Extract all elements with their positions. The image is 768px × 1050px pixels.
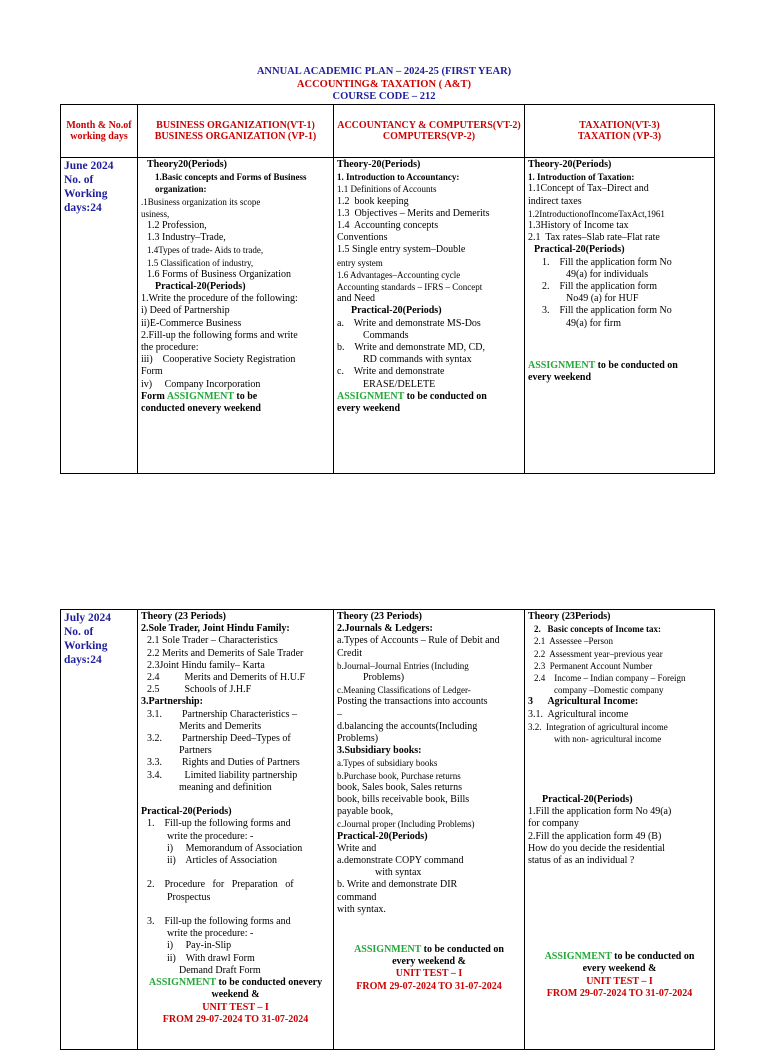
content-line: 2.1 Tax rates–Slab rate–Flat rate — [528, 232, 660, 244]
month-line: days:24 — [64, 202, 102, 214]
content-line: c.Journal proper (Including Problems) — [337, 819, 475, 830]
content-line: ii)E-Commerce Business — [141, 317, 242, 329]
content-line: ERASE/DELETE — [363, 378, 436, 390]
content-line: Conventions — [337, 232, 388, 244]
bo-header: BUSINESS ORGANIZATION(VT-1) BUSINESS ORGANIZATION (VP-1) — [138, 105, 334, 158]
header-row — [61, 105, 715, 158]
content-line: 3.Partnership: — [141, 696, 203, 708]
month-line: No. of — [64, 174, 94, 186]
content-line: Posting the transactions into accounts — [337, 696, 488, 708]
content-line: Problems) — [363, 672, 405, 684]
content-line: 1. Fill the application form No — [542, 256, 672, 268]
july-month-cell — [61, 610, 138, 1050]
subject-title: ACCOUNTING& TAXATION ( A&T) — [296, 78, 472, 90]
content-line: write the procedure: - — [167, 928, 254, 940]
month-line: days:24 — [64, 654, 102, 666]
july-row — [61, 610, 715, 1050]
content-line: 3.2. Partnership Deed–Types of — [147, 733, 291, 745]
content-line: 49(a) for firm — [566, 317, 621, 329]
assignment-label: ASSIGNMENT — [337, 390, 405, 402]
content-line: 1.3 Objectives – Merits and Demerits — [337, 207, 490, 219]
content-line — [528, 745, 711, 757]
content-line: command — [337, 891, 377, 903]
content-line: 1.Fill the application form No 49(a) — [528, 806, 672, 818]
plan-title: ANNUAL ACADEMIC PLAN – 2024-25 (FIRST YEAR) — [256, 66, 512, 77]
content-line: organization: — [155, 184, 207, 195]
content-line: 1.2 Profession, — [147, 220, 207, 232]
content-line: How do you decide the residential — [528, 842, 665, 854]
content-line: i) Pay-in-Slip — [167, 940, 232, 952]
content-line: 3.4. Limited liability partnership — [147, 769, 298, 781]
content-line: with syntax. — [337, 903, 386, 915]
content-line: Theory (23 Periods) — [337, 611, 422, 622]
content-line: payable book, — [337, 806, 394, 818]
content-line: 1. Fill-up the following forms and — [147, 818, 291, 830]
july-tx-cell: Theory (23Periods) 2. Basic concepts of Income tax: 2.1 Assessee –Person 2.2 Assessment year–previous year 2.3 Permanent Account Number 2.4 Income – Indian company – Foreign company –Domestic company 3 Agricultural Income: 3.1. Agricultural income 3.2. Integration of agricultural income with non- agricultural income Practical-20(Periods) 1.Fill the application form No 49(a) for company 2.Fill the application form 49 (B) How do you decide the residential status of as an individual ? ASSIGNMENT to be conducted on every weekend & UNIT TEST – I FROM 29-07-2024 TO 31-07-2024 — [525, 610, 715, 1050]
content-line: 2. Procedure for Preparation of — [147, 879, 294, 891]
content-line: 1.2IntroductionofIncomeTaxAct,1961 — [528, 208, 665, 219]
content-line: 3 Agricultural Income: — [528, 696, 639, 708]
content-line: b.Journal–Journal Entries (Including — [337, 660, 469, 671]
content-line: with non- agricultural income — [554, 734, 662, 745]
content-line: Theory-20(Periods) — [528, 159, 612, 170]
content-line: 3.1. Partnership Characteristics – — [147, 708, 297, 720]
content-line: usiness, — [141, 208, 170, 219]
content-line: 2.4 Merits and Demerits of H.U.F — [147, 672, 306, 684]
content-line: and Need — [337, 293, 376, 305]
content-line: Theory-20(Periods) — [337, 159, 421, 170]
content-line: 2.Fill-up the following forms and write — [141, 329, 298, 341]
month-line: June 2024 — [64, 160, 114, 172]
content-line: 1.5 Classification of industry, — [147, 257, 254, 268]
content-line: 2.1 Sole Trader – Characteristics — [147, 635, 278, 647]
content-line: RD commands with syntax — [363, 354, 472, 366]
content-line: 3.3. Rights and Duties of Partners — [147, 757, 300, 769]
june-tx-cell: Theory-20(Periods) 1. Introduction of Taxation: 1.1Concept of Tax–Direct and indirect taxes 1.2IntroductionofIncomeTaxAct,1961 1.3History of Income tax 2.1 Tax rates–Slab rate–Flat rate Practical-20(Periods) 1. Fill the application form No 49(a) for individuals 2. Fill the application form No49 (a) for HUF 3. Fill the application form No 49(a) for firm ASSIGNMENT to be conducted on every weekend — [525, 158, 715, 474]
content-line: a.demonstrate COPY command — [337, 855, 464, 867]
content-line: with syntax — [375, 867, 422, 879]
content-line: for company — [528, 818, 579, 830]
assignment-label: ASSIGNMENT — [166, 390, 234, 402]
june-row — [61, 158, 715, 474]
content-line: 1.1Concept of Tax–Direct and — [528, 183, 649, 195]
content-line: book, Sales book, Sales returns — [337, 781, 462, 793]
content-line: write the procedure: - — [167, 830, 254, 842]
content-line: company –Domestic company — [554, 685, 664, 696]
july-ac-cell: Theory (23 Periods) 2.Journals & Ledgers: a.Types of Accounts – Rule of Debit and Credit b.Journal–Journal Entries (Including Problems) c.Meaning Classifications of Ledger- Posting the transactions into accounts – d.balancing the accounts(Including Problems) 3.Subsidiary books: a.Types of subsidiary books b.Purchase book, Purchase returns book, Sales book, Sales returns book, bills receivable book, Bills payable book, c.Journal proper (Including Problems) Practical-20(Periods) Write and a.demonstrate COPY command with syntax b. Write and demonstrate DIR command with syntax. ASSIGNMENT to be conducted on every weekend & UNIT TEST – I FROM 29-07-2024 TO 31-07-2024 — [334, 610, 525, 1050]
content-line: 1.1 Definitions of Accounts — [337, 184, 437, 195]
content-line: 1. Introduction of Taxation: — [528, 172, 635, 183]
content-line: 2.3 Permanent Account Number — [534, 660, 653, 671]
content-line: 1. Introduction to Accountancy: — [337, 172, 460, 183]
content-line: 1.6 Forms of Business Organization — [147, 268, 291, 280]
content-line: 1.4Types of trade- Aids to trade, — [147, 245, 264, 256]
content-line: 2.Fill the application form 49 (B) — [528, 830, 662, 842]
content-line: .1Business organization its scope — [141, 196, 261, 207]
content-line: 2.2 Merits and Demerits of Sale Trader — [147, 647, 304, 659]
content-line — [141, 794, 330, 806]
june-month-cell — [61, 158, 138, 474]
content-line: – — [337, 708, 342, 720]
content-line: 3. Fill the application form No — [542, 305, 672, 317]
content-line: Practical-20(Periods) — [337, 830, 428, 842]
content-line: Theory20(Periods) — [147, 159, 227, 170]
content-line: 2.1 Assessee –Person — [534, 636, 613, 647]
content-line: 3. Fill-up the following forms and — [147, 916, 291, 928]
assignment-label: ASSIGNMENT — [354, 944, 422, 956]
content-line: 1.Basic concepts and Forms of Business — [155, 172, 307, 183]
content-line: indirect taxes — [528, 195, 582, 207]
content-line: 3.Subsidiary books: — [337, 745, 422, 757]
july-plan-table — [60, 609, 715, 1050]
content-line: 2.Sole Trader, Joint Hindu Family: — [141, 623, 290, 635]
month-line: July 2024 — [64, 612, 111, 624]
content-line — [528, 782, 711, 794]
content-line: Practical-20(Periods) — [141, 806, 232, 818]
july-bo-cell: Theory (23 Periods) 2.Sole Trader, Joint Hindu Family: 2.1 Sole Trader – Characteristics 2.2 Merits and Demerits of Sale Trader 2.3Joint Hindu family– Karta 2.4 Merits and Demerits of H.U.F 2.5 Schools of J.H.F 3.Partnership: 3.1. Partnership Characteristics – Merits and Demerits 3.2. Partnership Deed–Types of Partners 3.3. Rights and Duties of Partners 3.4. Limited liability partnership meaning and definition Practical-20(Periods) 1. Fill-up the following forms and write the procedure: - i) Memorandum of Association ii) Articles of Association 2. Procedure for Preparation of Prospectus 3. Fill-up the following forms and write the procedure: - i) Pay-in-Slip ii) With drawl Form Demand Draft Form ASSIGNMENT to be conducted onevery weekend & UNIT TEST – I FROM 29-07-2024 TO 31-07-2024 — [138, 610, 334, 1050]
content-line: meaning and definition — [179, 781, 272, 793]
assignment-label: ASSIGNMENT — [544, 951, 612, 963]
tx-header: TAXATION(VT-3) TAXATION (VP-3) — [525, 105, 715, 158]
content-line: status of as an individual ? — [528, 855, 635, 867]
content-line: c.Meaning Classifications of Ledger- — [337, 685, 471, 696]
content-line: Merits and Demerits — [179, 720, 262, 732]
content-line — [141, 867, 330, 879]
content-line: Demand Draft Form — [179, 964, 261, 976]
month-line: Working — [64, 188, 108, 200]
content-line: 2.5 Schools of J.H.F — [147, 684, 252, 696]
content-line: c. Write and demonstrate — [337, 366, 445, 378]
content-line: Partners — [179, 745, 212, 757]
month-header: Month & No.of working days — [61, 105, 138, 158]
content-line: i) Memorandum of Association — [167, 842, 303, 854]
content-line: 1.6 Advantages–Accounting cycle — [337, 269, 461, 280]
content-line: Problems) — [337, 733, 379, 745]
content-line: 1.3History of Income tax — [528, 220, 629, 232]
content-line: ii) Articles of Association — [167, 855, 277, 867]
content-line: Practical-20(Periods) — [155, 281, 246, 293]
content-line: a.Types of Accounts – Rule of Debit and — [337, 635, 500, 647]
content-line: No49 (a) for HUF — [566, 293, 639, 305]
content-line: 2.3Joint Hindu family– Karta — [147, 659, 265, 671]
content-line: Commands — [363, 329, 409, 341]
content-line: 1.2 book keeping — [337, 195, 409, 207]
content-line: b. Write and demonstrate MD, CD, — [337, 342, 485, 354]
content-line: b.Purchase book, Purchase returns — [337, 770, 461, 781]
month-line: No. of — [64, 626, 94, 638]
content-line: 3.2. Integration of agricultural income — [528, 721, 668, 732]
content-line: a.Types of subsidiary books — [337, 758, 438, 769]
content-line: 2.4 Income – Indian company – Foreign — [534, 673, 686, 684]
content-line: Theory (23Periods) — [528, 611, 611, 622]
content-line: 1.Write the procedure of the following: — [141, 293, 298, 305]
content-line: iii) Cooperative Society Registration — [141, 354, 296, 366]
content-line: 2.Journals & Ledgers: — [337, 623, 433, 635]
course-code: COURSE CODE – 212 — [332, 91, 436, 102]
content-line: d.balancing the accounts(Including — [337, 720, 478, 732]
content-line: 2. Fill the application form — [542, 281, 657, 293]
june-bo-cell: Theory20(Periods) 1.Basic concepts and Forms of Business organization: .1Business organization its scope usiness, 1.2 Profession, 1.3 Industry–Trade, 1.4Types of trade- Aids to trade, 1.5 Classification of industry, 1.6 Forms of Business Organization Practical-20(Periods) 1.Write the procedure of the following: i) Deed of Partnership ii)E-Commerce Business 2.Fill-up the following forms and write the procedure: iii) Cooperative Society Registration Form iv) Company Incorporation Form ASSIGNMENT to be conducted onevery weekend — [138, 158, 334, 474]
document-header — [0, 66, 768, 104]
content-line: Accounting standards – IFRS – Concept — [337, 282, 483, 293]
assignment-label: ASSIGNMENT — [148, 977, 216, 989]
content-line: Theory (23 Periods) — [141, 611, 226, 622]
content-line: 1.5 Single entry system–Double — [337, 244, 466, 256]
content-line: iv) Company Incorporation — [141, 378, 261, 390]
content-line: 1.4 Accounting concepts — [337, 220, 439, 232]
content-line: a. Write and demonstrate MS-Dos — [337, 317, 481, 329]
month-line: Working — [64, 640, 108, 652]
content-line: Form — [141, 366, 163, 378]
assignment-label: ASSIGNMENT — [528, 359, 596, 371]
content-line: Practical-20(Periods) — [351, 305, 442, 317]
content-line: entry system — [337, 257, 383, 268]
content-line: ii) With drawl Form — [167, 952, 255, 964]
content-line: 1.3 Industry–Trade, — [147, 232, 226, 244]
content-line: book, bills receivable book, Bills — [337, 794, 470, 806]
content-line: Credit — [337, 647, 362, 659]
ac-header: ACCOUNTANCY & COMPUTERS(VT-2) COMPUTERS(VP-2) — [334, 105, 525, 158]
june-ac-cell: Theory-20(Periods) 1. Introduction to Accountancy: 1.1 Definitions of Accounts 1.2 book keeping 1.3 Objectives – Merits and Demerits 1.4 Accounting concepts Conventions 1.5 Single entry system–Double entry system 1.6 Advantages–Accounting cycle Accounting standards – IFRS – Concept and Need Practical-20(Periods) a. Write and demonstrate MS-Dos Commands b. Write and demonstrate MD, CD, RD commands with syntax c. Write and demonstrate ERASE/DELETE ASSIGNMENT to be conducted on every weekend — [334, 158, 525, 474]
content-line: the procedure: — [141, 342, 199, 354]
content-line: 2.2 Assessment year–previous year — [534, 648, 663, 659]
june-plan-table — [60, 104, 715, 474]
content-line: 49(a) for individuals — [566, 268, 649, 280]
content-line: Practical-20(Periods) — [534, 244, 625, 256]
content-line — [141, 904, 330, 916]
content-line: Practical-20(Periods) — [542, 794, 633, 806]
content-line: 2. Basic concepts of Income tax: — [534, 624, 661, 635]
content-line: Prospectus — [167, 891, 211, 903]
content-line: b. Write and demonstrate DIR — [337, 879, 458, 891]
content-line — [528, 757, 711, 769]
content-line — [528, 770, 711, 782]
content-line: 3.1. Agricultural income — [528, 708, 629, 720]
content-line: i) Deed of Partnership — [141, 305, 230, 317]
content-line: Write and — [337, 842, 377, 854]
